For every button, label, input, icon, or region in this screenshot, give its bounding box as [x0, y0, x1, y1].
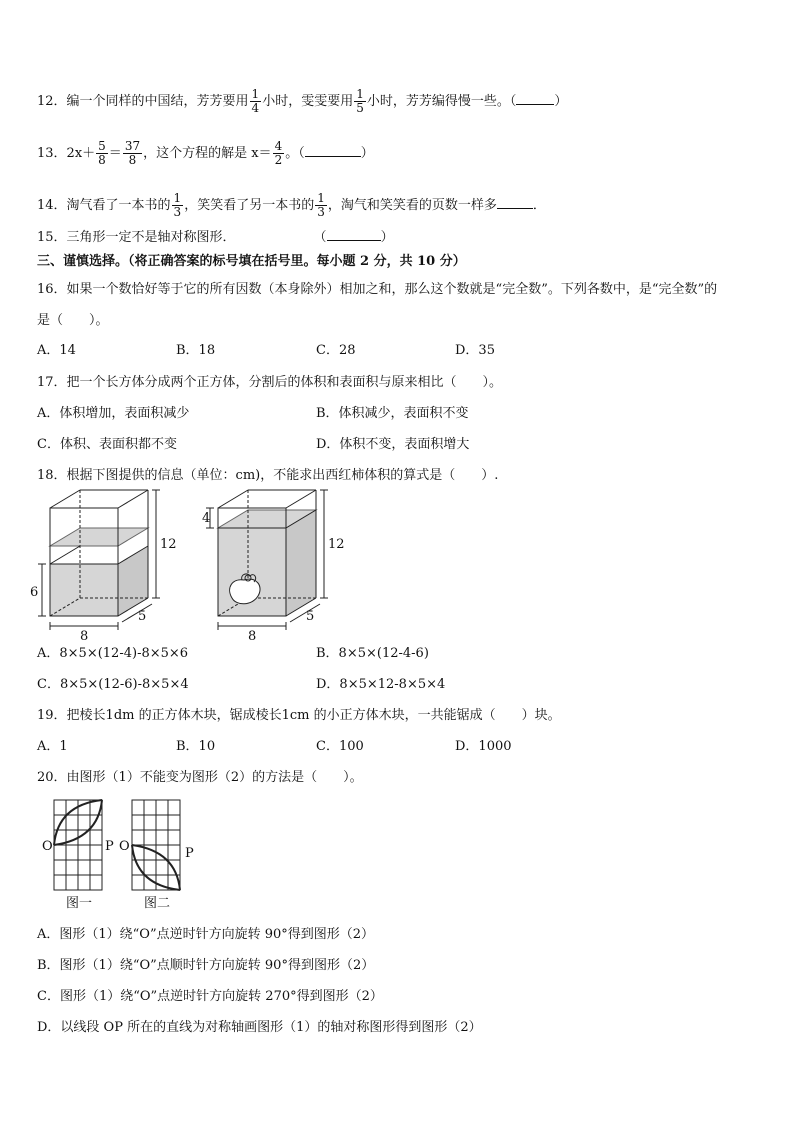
option-b[interactable]: B．图形（1）绕“O”点顺时针方向旋转 90°得到图形（2） [37, 958, 375, 973]
option-b[interactable]: B．8×5×(12-4-6) [316, 646, 429, 661]
empty-height-label: 4 [202, 511, 211, 526]
option-c[interactable]: C．体积、表面积都不变 [37, 437, 177, 452]
option-a[interactable]: A．图形（1）绕“O”点逆时针方向旋转 90°得到图形（2） [37, 927, 375, 942]
option-d[interactable]: D．1000 [455, 739, 512, 754]
question-13: 13．2x＋ $\frac{5}{8}$ ＝ $\frac{37}{8}$ ，这个方程的解是 x＝ $\frac{4}{2}$ 。（ ） [37, 139, 374, 167]
cuboid-figures [20, 488, 360, 643]
grid-figure-2 [132, 800, 180, 890]
option-b[interactable]: B．18 [176, 343, 216, 358]
fraction: $\frac{4}{2}$ [274, 139, 283, 167]
height-label: 12 [160, 537, 177, 552]
option-a[interactable]: A．8×5×(12-4)-8×5×6 [37, 646, 189, 661]
option-d[interactable]: D．以线段 OP 所在的直线为对称轴画图形（1）的轴对称图形得到图形（2） [37, 1020, 482, 1035]
question-12: 12．编一个同样的中国结，芳芳要用 $\frac{1}{4}$ 小时，雯雯要用 $\frac{1}{5}$ 小时，芳芳编得慢一些。（ ） [37, 87, 568, 115]
fraction: $\frac{1}{4}$ [251, 87, 260, 115]
point-o-label: O [42, 839, 53, 854]
question-18: 18．根据下图提供的信息（单位：cm)，不能求出西红柿体积的算式是（ ）. [37, 468, 499, 483]
option-c[interactable]: C．图形（1）绕“O”点逆时针方向旋转 270°得到图形（2） [37, 989, 383, 1004]
option-b[interactable]: B．10 [176, 739, 216, 754]
option-c[interactable]: C．8×5×(12-6)-8×5×4 [37, 677, 189, 692]
question-20: 20．由图形（1）不能变为图形（2）的方法是（ ）。 [37, 770, 363, 785]
section-title: 三、谨慎选择。（将正确答案的标号填在括号里。每小题 2 分，共 10 分） [37, 254, 466, 269]
answer-blank[interactable] [305, 144, 361, 157]
fraction: $\frac{37}{8}$ [124, 139, 141, 167]
fraction: $\frac{1}{5}$ [356, 87, 364, 115]
height-label: 12 [328, 537, 345, 552]
grid-figures [42, 795, 212, 915]
figure-caption: 图一 [66, 896, 93, 911]
fraction: $\frac{1}{3}$ [173, 191, 182, 219]
question-16-line1: 16．如果一个数恰好等于它的所有因数（本身除外）相加之和，那么这个数就是“完全数”。下列各数中，是“完全数”的 [37, 282, 718, 297]
answer-blank[interactable] [497, 196, 533, 209]
question-14: 14．淘气看了一本书的 $\frac{1}{3}$ ，笑笑看了另一本书的 $\frac{1}{3}$ ，淘气和笑笑看的页数一样多 ． [37, 191, 546, 219]
point-p-label: P [105, 839, 114, 854]
question-17: 17．把一个长方体分成两个正方体，分割后的体积和表面积与原来相比（ ）。 [37, 375, 503, 390]
option-d[interactable]: D．体积不变，表面积增大 [316, 437, 470, 452]
question-19: 19．把棱长1dm 的正方体木块，锯成棱长1cm 的小正方体木块，一共能锯成（ ）块。 [37, 708, 561, 723]
option-b[interactable]: B．体积减少，表面积不变 [316, 406, 469, 421]
width-label: 5 [138, 609, 147, 624]
option-a[interactable]: A．14 [37, 343, 76, 358]
fraction: $\frac{5}{8}$ [98, 139, 106, 167]
option-c[interactable]: C．28 [316, 343, 356, 358]
grid-figure-1 [54, 800, 102, 890]
width-label: 5 [306, 609, 315, 624]
question-15: 15．三角形一定不是轴对称图形． （ ） [37, 230, 394, 245]
question-16-line2: 是（ ）。 [37, 313, 109, 328]
option-a[interactable]: A．体积增加，表面积减少 [37, 406, 190, 421]
fraction: $\frac{1}{3}$ [317, 191, 325, 219]
water-height-label: 6 [30, 585, 39, 600]
length-label: 8 [80, 629, 89, 643]
point-p-label: P [185, 846, 194, 861]
option-a[interactable]: A．1 [37, 739, 68, 754]
option-d[interactable]: D．35 [455, 343, 495, 358]
option-d[interactable]: D．8×5×12-8×5×4 [316, 677, 446, 692]
answer-blank[interactable] [327, 228, 381, 241]
answer-blank[interactable] [516, 92, 554, 105]
option-c[interactable]: C．100 [316, 739, 364, 754]
figure-caption: 图二 [144, 896, 171, 911]
length-label: 8 [248, 629, 257, 643]
point-o-label: O [119, 839, 130, 854]
